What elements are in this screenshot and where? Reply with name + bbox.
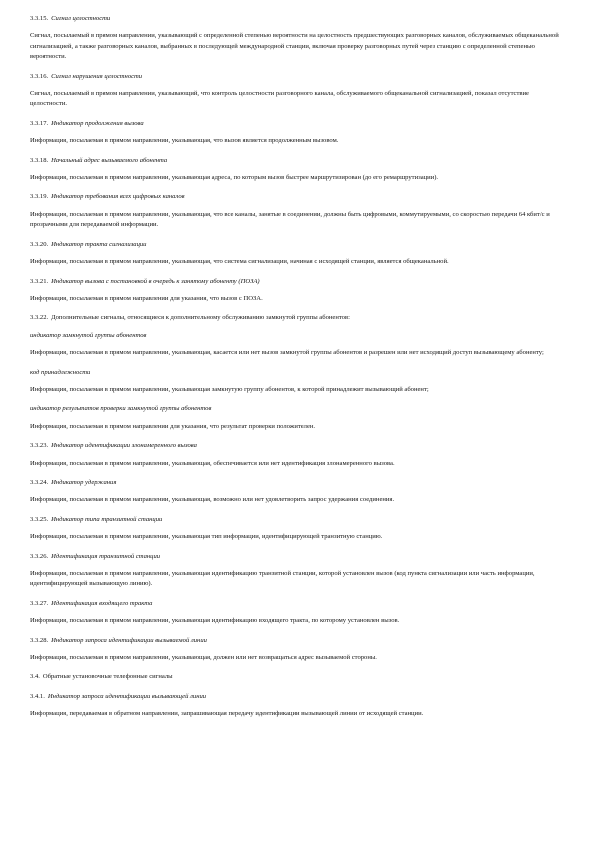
cug-item-label: код принадлежности	[30, 368, 91, 376]
section-number: 3.3.22.	[30, 314, 49, 322]
section-text: Информация, посылаемая в прямом направлении, указывающая, должен или нет возвращаться адрес вызываемой стороны.	[30, 654, 377, 662]
section-number: 3.3.18.	[30, 156, 49, 164]
section-number: 3.3.24.	[30, 478, 49, 486]
section	[30, 14, 562, 63]
section-heading	[30, 478, 562, 488]
section-number: 3.3.17.	[30, 119, 49, 127]
section-heading	[30, 515, 562, 525]
section	[30, 240, 562, 268]
part-title	[30, 672, 562, 682]
section	[30, 192, 562, 230]
section-heading	[30, 636, 562, 646]
part-title-text: Обратные установочные телефонные сигналы	[42, 673, 173, 681]
section-text: Информация, посылаемая в прямом направлении, указывающая тип информации, идентифицирующей транзитную станцию.	[30, 533, 383, 541]
cug-item-text: Информация, посылаемая в прямом направлении для указания, что результат проверки положителен.	[30, 422, 316, 430]
section	[30, 441, 562, 469]
section	[30, 478, 562, 506]
cug-item-text: Информация, посылаемая в прямом направлении, указывающая, касается или нет вызов замкнутой группы абонентов и разрешен или нет исходящий доступ вызывающему абоненту;	[30, 349, 544, 357]
section-number: 3.4.1.	[30, 692, 45, 700]
section-number: 3.3.20.	[30, 240, 49, 248]
part-heading	[30, 672, 562, 682]
section-heading	[30, 277, 562, 287]
section-title: Индикатор продолжения вызова	[51, 119, 144, 127]
section-title: Начальный адрес вызываемого абонента	[51, 156, 168, 164]
section-number: 3.3.15.	[30, 15, 49, 22]
section-title: Идентификация входящего тракта	[51, 599, 153, 607]
section-heading	[30, 240, 562, 250]
section-text: Информация, посылаемая в прямом направлении, указывающая, что система сигнализации, начиная с исходящей станции, является общеканальной.	[30, 258, 449, 266]
section-number: 3.3.16.	[30, 72, 49, 80]
section-heading	[30, 192, 562, 202]
section-number: 3.3.19.	[30, 193, 49, 201]
section-text: Информация, посылаемая в прямом направлении, указывающая идентификацию транзитной станции, которой установлен вызов (код пункта сигнализации или часть информации, идентифицирующей вызывающую линию).	[30, 570, 535, 588]
section-text: Сигнал, посылаемый в прямом направлении, указывающий, что контроль целостности разговорного канала, обслуживаемого общеканальной сигнализацией, показал отсутствие целостности.	[30, 90, 529, 108]
section-text: Информация, посылаемая в прямом направлении, указывающая, возможно или нет удовлетворить запрос удержания соединения.	[30, 496, 395, 504]
cug-item-label: индикатор результатов проверки замкнутой группы абонентов	[30, 405, 212, 413]
section-heading	[30, 441, 562, 451]
section-number: 3.3.23.	[30, 442, 49, 450]
section	[30, 515, 562, 543]
section-title: Индикатор вызова с постановкой в очередь к занятому абоненту (ПОЗА)	[51, 277, 260, 285]
section	[30, 156, 562, 184]
section-heading	[30, 692, 562, 702]
section-text: Информация, посылаемая в прямом направлении, указывающая, обеспечивается или нет идентификация злонамеренного вызова.	[30, 459, 395, 467]
section	[30, 72, 562, 110]
section-heading	[30, 156, 562, 166]
section	[30, 636, 562, 664]
section-text: Информация, посылаемая в прямом направлении, указывающая, что вызов является продолженным вызовом.	[30, 137, 339, 145]
section-number: 3.3.27.	[30, 599, 49, 607]
section-title: Индикатор идентификации злонамеренного вызова	[51, 442, 197, 450]
section-number: 3.3.26.	[30, 552, 49, 560]
section-heading	[30, 552, 562, 562]
section-title: Индикатор требования всех цифровых каналов	[51, 193, 185, 201]
section-text: Информация, посылаемая в прямом направлении, указывающая идентификацию входящего тракта, по которому установлен вызов.	[30, 617, 400, 625]
section-title: Сигнал целостности	[51, 15, 111, 22]
section-heading	[30, 119, 562, 129]
section-title: Сигнал нарушения целостности	[51, 72, 143, 80]
section	[30, 119, 562, 147]
section-number: 3.3.25.	[30, 515, 49, 523]
section-text: Информация, передаваемая в обратном направлении, запрашивающая передачу идентификации вызывающей линии от исходящей станции.	[30, 710, 424, 718]
section-title: Индикатор тракта сигнализации	[51, 240, 147, 248]
section-number: 3.3.21.	[30, 277, 49, 285]
section-heading	[30, 14, 562, 24]
cug-item-label: индикатор замкнутой группы абонентов	[30, 331, 147, 339]
section-title: Индикатор запроса идентификации вызываемой линии	[51, 636, 207, 644]
section-heading	[30, 72, 562, 82]
section-heading	[30, 599, 562, 609]
section-title: Индикатор запроса идентификации вызывающей линии	[47, 692, 207, 700]
section-title: Индикатор типа транзитной станции	[51, 515, 163, 523]
section-text: Информация, посылаемая в прямом направлении, указывающая адреса, по которым вызов быстрее маршрутизирован (до его ремаршрутизации).	[30, 174, 439, 182]
section-heading	[30, 313, 562, 323]
section-number: 3.3.28.	[30, 636, 49, 644]
section-title: Индикатор удержания	[51, 478, 117, 486]
section-text: Сигнал, посылаемый в прямом направлении, указывающий с определенной степенью вероятности на целостность предшествующих разговорных каналов, обслуживаемых общеканальной сигнализацией, а также разговорных каналов, выбранных в последующей международной станции, включая проверку разговорных путей через станцию с определенной степенью вероятности.	[30, 32, 559, 61]
section-text: Информация, посылаемая в прямом направлении, указывающая, что все каналы, занятые в соединении, должны быть цифровыми, коммутируемыми, со скоростью передачи 64 кбит/с и прозрачными для передаваемой информации.	[30, 210, 550, 229]
section	[30, 692, 562, 720]
cug-item-text: Информация, посылаемая в прямом направлении, указывающая замкнутую группу абонентов, к которой принадлежит вызывающий абонент;	[30, 385, 429, 393]
document-page	[30, 14, 562, 729]
section	[30, 552, 562, 590]
section	[30, 277, 562, 305]
part-number: 3.4.	[30, 673, 40, 681]
section-title: Дополнительные сигналы, относящиеся к дополнительному обслуживанию замкнутой группы абонентов:	[51, 314, 350, 322]
section-text: Информация, посылаемая в прямом направлении для указания, что вызов с ПОЗА.	[30, 294, 263, 302]
section	[30, 599, 562, 627]
section-title: Идентификация транзитной станции	[51, 552, 161, 560]
cug-section	[30, 313, 562, 432]
